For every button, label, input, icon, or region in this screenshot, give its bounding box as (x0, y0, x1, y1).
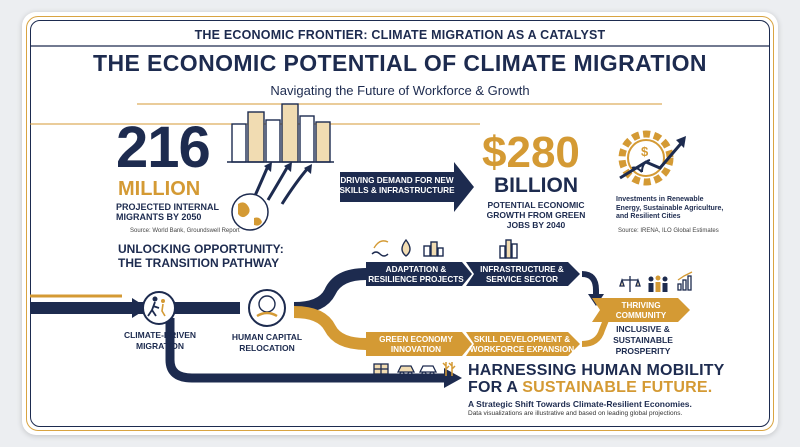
adaptation-line2: RESILIENCE PROJECTS (368, 275, 464, 284)
industry-icon (424, 242, 443, 256)
page-subtitle: Navigating the Future of Workforce & Growth (270, 83, 530, 98)
scales-icon (620, 276, 640, 292)
pathway-heading-line1: UNLOCKING OPPORTUNITY: (118, 242, 284, 256)
footer-headline-highlight: SUSTAINABLE FUTURE. (522, 379, 713, 396)
migrants-number: 216 (116, 115, 210, 180)
migrants-desc-line1: PROJECTED INTERNAL (116, 202, 220, 212)
infrastructure-line1: INFRASTRUCTURE & (480, 265, 564, 274)
footer-headline-line2 (468, 379, 725, 396)
solar-panel-icon (374, 364, 388, 374)
migrants-desc-line2: MIGRANTS BY 2050 (116, 212, 202, 222)
svg-text:$: $ (641, 144, 649, 159)
skill-line1: SKILL DEVELOPMENT & (473, 335, 571, 344)
footer-tagline: A Strategic Shift Towards Climate-Resilient Economies. (468, 399, 692, 409)
pathway-heading-line2: THE TRANSITION PATHWAY (118, 256, 280, 270)
electric-car-icon (398, 366, 414, 376)
footer-headline-line1: HARNESSING HUMAN MOBILITY (468, 362, 725, 379)
buildings-growth-icon (500, 240, 517, 258)
infographic-card (22, 12, 778, 435)
adaptation-line1: ADAPTATION & (385, 265, 447, 274)
demand-line2: SKILLS & INFRASTRUCTURE (339, 186, 455, 195)
prosperity-line1: INCLUSIVE & (616, 324, 670, 334)
prosperity-line2: SUSTAINABLE (613, 335, 673, 345)
green-line2: INNOVATION (390, 345, 442, 354)
community-icon (649, 276, 668, 293)
waves-icon (372, 241, 388, 256)
kicker-text: THE ECONOMIC FRONTIER: CLIMATE MIGRATION AS A CATALYST (194, 28, 606, 42)
investment-line3: and Resilient Cities (616, 213, 681, 220)
prosperity-label (596, 324, 690, 357)
demand-line1: DRIVING DEMAND FOR NEW (340, 176, 454, 185)
migration-line1: CLIMATE-DRIVEN (123, 330, 197, 340)
growth-desc-line3: JOBS BY 2040 (506, 220, 566, 230)
green-line1: GREEN ECONOMY (379, 335, 453, 344)
migration-node-label (114, 330, 206, 352)
right-source: Source: IRENA, ILO Global Estimates (618, 228, 719, 234)
thriving-line2: COMMUNITY (615, 311, 667, 320)
skill-line2: WORKFORCE EXPANSION (469, 345, 575, 354)
investment-line1: Investments in Renewable (616, 196, 704, 203)
prosperity-line3: PROSPERITY (615, 346, 671, 356)
growth-desc-line2: GROWTH FROM GREEN (486, 210, 586, 220)
footer-note: Data visualizations are illustrative and based on leading global projections. (468, 410, 683, 417)
relocation-node-label (220, 332, 314, 354)
page-title: THE ECONOMIC POTENTIAL OF CLIMATE MIGRATION (93, 50, 707, 76)
water-drop-icon (402, 240, 410, 256)
electric-car-icon-2 (420, 366, 436, 376)
migrants-unit: MILLION (118, 178, 201, 200)
growth-desc-line1: POTENTIAL ECONOMIC (487, 200, 585, 210)
infrastructure-line2: SERVICE SECTOR GROWTH (485, 275, 559, 294)
investment-line2: Energy, Sustainable Agriculture, (616, 204, 724, 212)
thriving-line1: THRIVING (621, 301, 661, 310)
migration-line2: MIGRATION (135, 341, 184, 351)
relocation-line2: RELOCATION (239, 343, 295, 353)
growth-number: $280 (482, 128, 580, 177)
left-source: Source: World Bank, Groundswell Report (130, 228, 240, 234)
footer-headline (468, 362, 725, 396)
bar-growth-icon (678, 272, 692, 290)
wheat-icon (443, 362, 455, 376)
relocation-line1: HUMAN CAPITAL (231, 332, 303, 342)
growth-unit: BILLION (494, 174, 578, 197)
footer-headline-pre: FOR A (468, 379, 523, 396)
